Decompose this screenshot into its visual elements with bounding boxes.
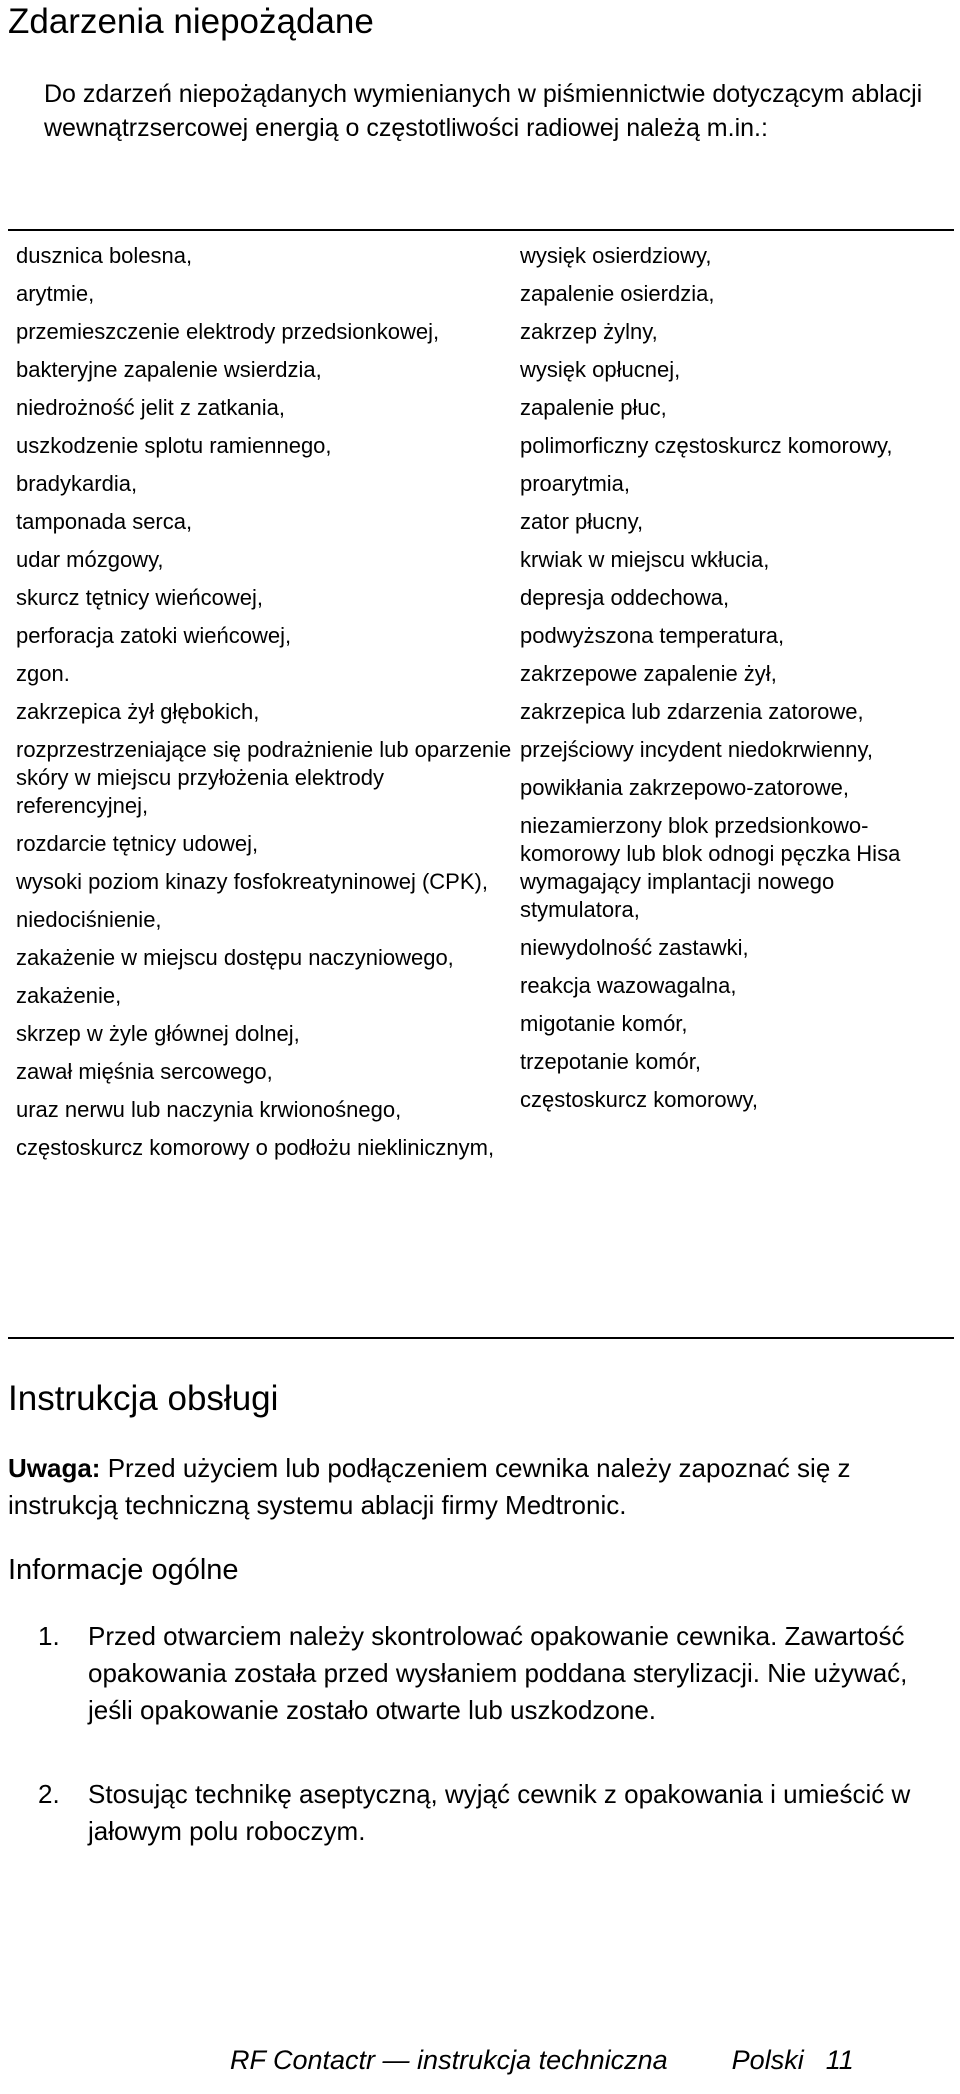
- adverse-event-item: arytmie,: [16, 281, 95, 306]
- footer-doc-title: RF Contactr — instrukcja techniczna: [230, 2045, 668, 2075]
- adverse-event-item: zakrzep żylny,: [520, 319, 658, 344]
- adverse-event-item: proarytmia,: [520, 471, 631, 496]
- adverse-event-item: rozdarcie tętnicy udowej,: [16, 831, 259, 856]
- step-number: 1.: [38, 1621, 60, 1651]
- table-bottom-rule: [8, 1337, 954, 1339]
- step-text: Przed otwarciem należy skontrolować opakowanie cewnika. Zawartość opakowania została przed wysłaniem poddana sterylizacji. Nie używać, jeśli opakowanie zostało otwarte lub uszkodzone.: [88, 1621, 908, 1725]
- adverse-event-item: krwiak w miejscu wkłucia,: [520, 547, 770, 572]
- adverse-event-item: zator płucny,: [520, 509, 644, 534]
- section-title-adverse-events: Zdarzenia niepożądane: [8, 2, 374, 41]
- adverse-event-item: częstoskurcz komorowy o podłożu nieklinicznym,: [16, 1135, 495, 1160]
- page-footer: [230, 2042, 954, 2078]
- adverse-event-item: niezamierzony blok przedsionkowo-komorowy lub blok odnogi pęczka Hisa wymagający implantacji nowego stymulatora,: [520, 813, 901, 922]
- adverse-event-item: uszkodzenie splotu ramiennego,: [16, 433, 332, 458]
- adverse-event-item: zapalenie płuc,: [520, 395, 667, 420]
- footer-language: Polski: [731, 2045, 804, 2075]
- step-number: 2.: [38, 1779, 60, 1809]
- subsection-title-general-info: Informacje ogólne: [8, 1554, 239, 1586]
- caution-note: [8, 1450, 952, 1524]
- note-text: Przed użyciem lub podłączeniem cewnika należy zapoznać się z instrukcją techniczną systemu ablacji firmy Medtronic.: [8, 1453, 851, 1520]
- adverse-event-item: skrzep w żyle głównej dolnej,: [16, 1021, 300, 1046]
- adverse-event-item: depresja oddechowa,: [520, 585, 730, 610]
- adverse-event-item: zakrzepica żył głębokich,: [16, 699, 260, 724]
- adverse-event-item: udar mózgowy,: [16, 547, 164, 572]
- adverse-event-item: bradykardia,: [16, 471, 138, 496]
- adverse-events-right-column: [520, 242, 950, 1124]
- section-title-instructions: Instrukcja obsługi: [8, 1379, 279, 1418]
- adverse-event-item: rozprzestrzeniające się podrażnienie lub oparzenie skóry w miejscu przyłożenia elektrody referencyjnej,: [16, 737, 512, 818]
- footer-page-number: 11: [825, 2045, 854, 2075]
- adverse-event-item: zakrzepowe zapalenie żył,: [520, 661, 777, 686]
- adverse-event-item: niewydolność zastawki,: [520, 935, 749, 960]
- adverse-event-item: reakcja wazowagalna,: [520, 973, 737, 998]
- adverse-event-item: zgon.: [16, 661, 70, 686]
- adverse-event-item: przejściowy incydent niedokrwienny,: [520, 737, 873, 762]
- adverse-event-item: zapalenie osierdzia,: [520, 281, 715, 306]
- adverse-event-item: częstoskurcz komorowy,: [520, 1087, 758, 1112]
- adverse-event-item: zakażenie,: [16, 983, 122, 1008]
- adverse-event-item: wysięk osierdziowy,: [520, 243, 712, 268]
- note-label: Uwaga:: [8, 1453, 101, 1483]
- adverse-event-item: polimorficzny częstoskurcz komorowy,: [520, 433, 893, 458]
- adverse-event-item: trzepotanie komór,: [520, 1049, 701, 1074]
- adverse-event-item: bakteryjne zapalenie wsierdzia,: [16, 357, 322, 382]
- adverse-events-left-column: [16, 242, 516, 1172]
- adverse-events-intro: Do zdarzeń niepożądanych wymienianych w piśmiennictwie dotyczącym ablacji wewnątrzsercowej energią o częstotliwości radiowej należą m.in.:: [44, 80, 923, 142]
- adverse-event-item: zakrzepica lub zdarzenia zatorowe,: [520, 699, 864, 724]
- adverse-event-item: tamponada serca,: [16, 509, 193, 534]
- table-top-rule: [8, 229, 954, 231]
- adverse-event-item: zawał mięśnia sercowego,: [16, 1059, 273, 1084]
- adverse-event-item: uraz nerwu lub naczynia krwionośnego,: [16, 1097, 402, 1122]
- adverse-event-item: powikłania zakrzepowo-zatorowe,: [520, 775, 849, 800]
- adverse-event-item: wysoki poziom kinazy fosfokreatyninowej (CPK),: [16, 869, 488, 894]
- adverse-event-item: zakażenie w miejscu dostępu naczyniowego,: [16, 945, 454, 970]
- step-text: Stosując technikę aseptyczną, wyjąć cewnik z opakowania i umieścić w jałowym polu roboczym.: [88, 1779, 911, 1846]
- adverse-event-item: przemieszczenie elektrody przedsionkowej,: [16, 319, 440, 344]
- adverse-event-item: wysięk opłucnej,: [520, 357, 681, 382]
- adverse-event-item: perforacja zatoki wieńcowej,: [16, 623, 292, 648]
- adverse-event-item: podwyższona temperatura,: [520, 623, 785, 648]
- adverse-event-item: skurcz tętnicy wieńcowej,: [16, 585, 263, 610]
- adverse-event-item: niedociśnienie,: [16, 907, 162, 932]
- adverse-event-item: niedrożność jelit z zatkania,: [16, 395, 286, 420]
- adverse-event-item: migotanie komór,: [520, 1011, 688, 1036]
- adverse-event-item: dusznica bolesna,: [16, 243, 193, 268]
